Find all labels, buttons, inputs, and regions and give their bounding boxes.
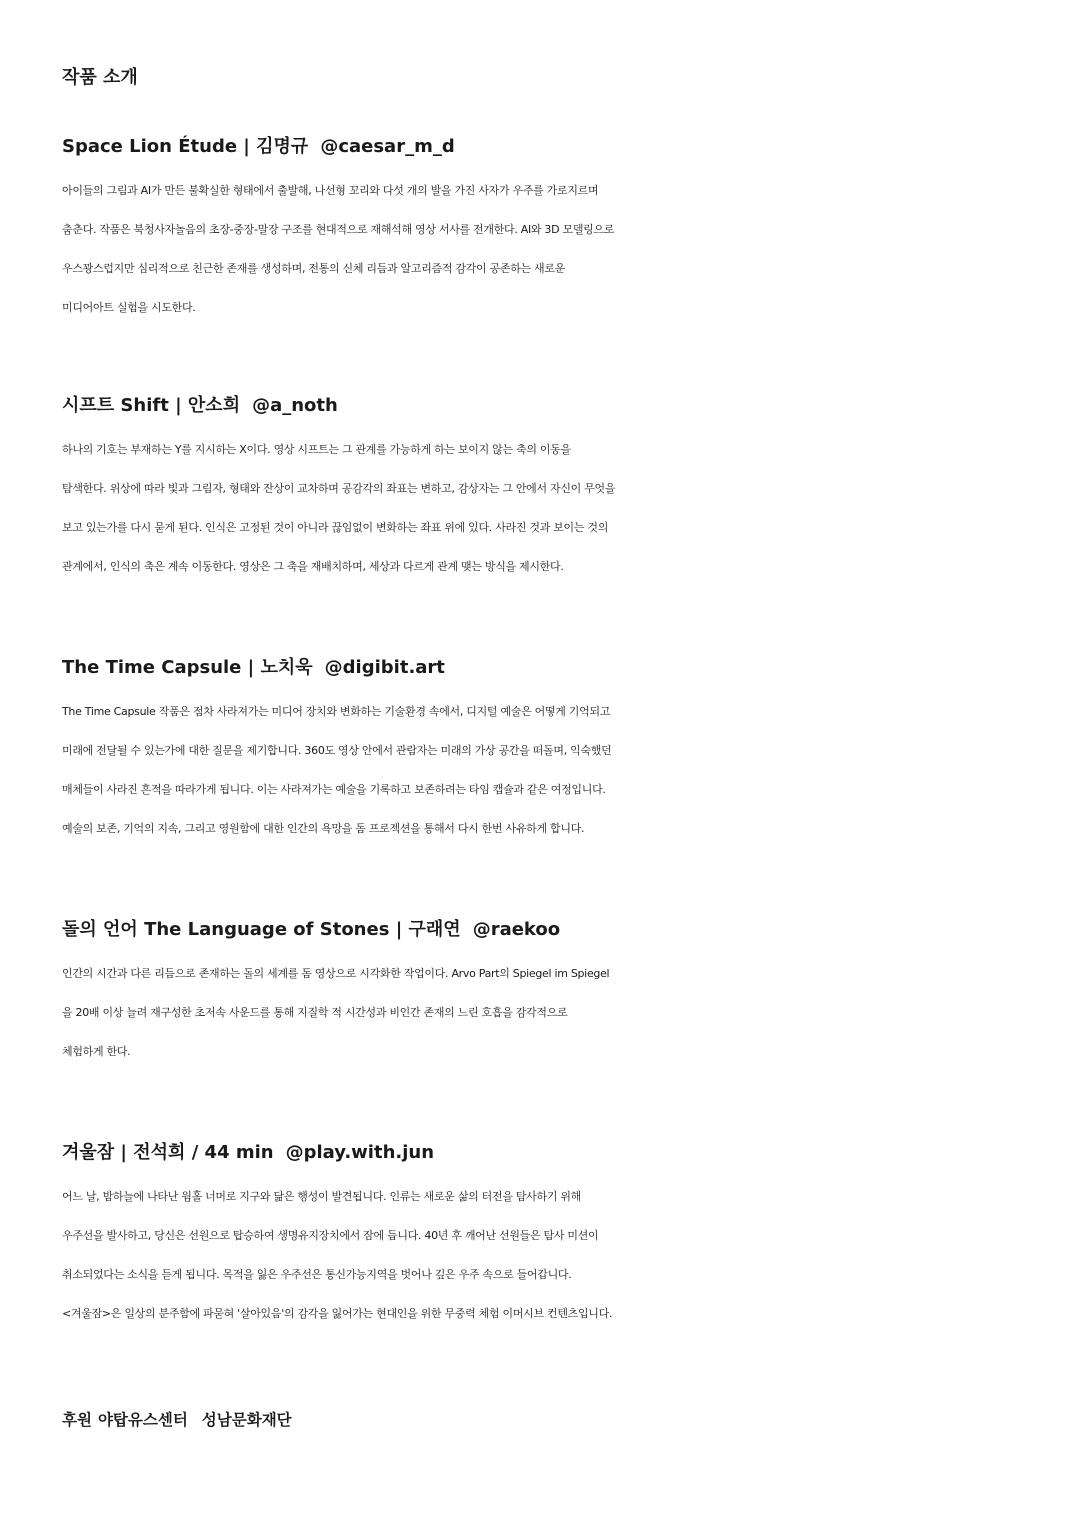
sponsor-label: 후원	[62, 1411, 92, 1429]
description-line: 취소되었다는 소식을 듣게 됩니다. 목적을 잃은 우주선은 통신가능지역을 벗어나 깊은 우주 속으로 들어갑니다.	[62, 1268, 572, 1281]
work-entry-time-capsule	[62, 654, 1022, 848]
work-description	[62, 1177, 1022, 1333]
work-description	[62, 171, 1022, 327]
work-heading	[62, 654, 1022, 682]
description-line: 우스꽝스럽지만 심리적으로 친근한 존재를 생성하며, 전통의 신체 리듬과 알고리즘적 감각이 공존하는 새로운	[62, 262, 566, 275]
description-line: 아이들의 그림과 AI가 만든 불확실한 형태에서 출발해, 나선형 꼬리와 다섯 개의 발을 가진 사자가 우주를 가로지르며	[62, 184, 599, 197]
work-title: 겨울잠 | 전석희 / 44 min	[62, 1142, 274, 1163]
work-entry-shift	[62, 392, 1022, 586]
section-title: 작품 소개	[62, 67, 138, 88]
work-heading	[62, 133, 1022, 161]
description-line: 을 20배 이상 늘려 재구성한 초저속 사운드를 통해 지질학 적 시간성과 비인간 존재의 느린 호흡을 감각적으로	[62, 1006, 568, 1019]
description-line: 춤춘다. 작품은 북청사자놀음의 초장-중장-말장 구조를 현대적으로 재해석해 영상 서사를 전개한다. AI와 3D 모델링으로	[62, 223, 615, 236]
work-title: Space Lion Étude | 김명규	[62, 136, 309, 157]
description-line: 매체들이 사라진 흔적을 따라가게 됩니다. 이는 사라져가는 예술을 기록하고 보존하려는 타임 캡슐과 같은 여정입니다.	[62, 783, 606, 796]
artist-handle: @a_noth	[252, 395, 338, 416]
work-entry-winter-sleep	[62, 1139, 1022, 1333]
description-line: 체험하게 한다.	[62, 1045, 131, 1058]
work-title: 시프트 Shift | 안소희	[62, 395, 241, 416]
work-title: The Time Capsule | 노치욱	[62, 657, 313, 678]
artist-handle: @caesar_m_d	[320, 136, 455, 157]
work-description	[62, 692, 1022, 848]
work-description	[62, 430, 1022, 586]
description-line: 하나의 기호는 부재하는 Y를 지시하는 X이다. 영상 시프트는 그 관계를 가능하게 하는 보이지 않는 축의 이동을	[62, 443, 571, 456]
work-heading	[62, 1139, 1022, 1167]
work-description	[62, 954, 1022, 1071]
artist-handle: @digibit.art	[324, 657, 445, 678]
work-entry-language-of-stones	[62, 916, 1022, 1071]
description-line: <겨울잠>은 일상의 분주함에 파묻혀 '살아있음'의 감각을 잃어가는 현대인을 위한 무중력 체험 이머시브 컨텐츠입니다.	[62, 1307, 613, 1320]
description-line: 미디어아트 실험을 시도한다.	[62, 301, 196, 314]
work-heading	[62, 916, 1022, 944]
sponsor-org: 야탑유스센터	[97, 1411, 188, 1429]
description-line: 우주선을 발사하고, 당신은 선원으로 탑승하여 생명유지장치에서 잠에 듭니다. 40년 후 깨어난 선원들은 탐사 미션이	[62, 1229, 599, 1242]
description-line: 어느 날, 밤하늘에 나타난 웜홀 너머로 지구와 닮은 행성이 발견됩니다. 인류는 새로운 삶의 터전을 탐사하기 위해	[62, 1190, 582, 1203]
description-line: 탐색한다. 위상에 따라 빛과 그림자, 형태와 잔상이 교차하며 공감각의 좌표는 변하고, 감상자는 그 안에서 자신이 무엇을	[62, 482, 616, 495]
description-line: 예술의 보존, 기억의 지속, 그리고 영원함에 대한 인간의 욕망을 돔 프로젝션을 통해서 다시 한번 사유하게 합니다.	[62, 822, 585, 835]
work-entry-space-lion	[62, 133, 1022, 327]
sponsor-org: 성남문화재단	[201, 1411, 292, 1429]
artist-handle: @play.with.jun	[285, 1142, 435, 1163]
description-line: 인간의 시간과 다른 리듬으로 존재하는 돌의 세계를 돔 영상으로 시각화한 작업이다. Arvo Part의 Spiegel im Spiegel	[62, 967, 610, 980]
description-line: 관계에서, 인식의 축은 계속 이동한다. 영상은 그 축을 재배치하며, 세상과 다르게 관계 맺는 방식을 제시한다.	[62, 560, 564, 573]
artist-handle: @raekoo	[472, 919, 561, 940]
work-title: 돌의 언어 The Language of Stones | 구래연	[62, 919, 461, 940]
work-heading	[62, 392, 1022, 420]
sponsor-credits	[62, 1408, 298, 1430]
description-line: 미래에 전달될 수 있는가에 대한 질문을 제기합니다. 360도 영상 안에서 관람자는 미래의 가상 공간을 떠돌며, 익숙했던	[62, 744, 612, 757]
description-line: 보고 있는가를 다시 묻게 된다. 인식은 고정된 것이 아니라 끊임없이 변화하는 좌표 위에 있다. 사라진 것과 보이는 것의	[62, 521, 609, 534]
description-line: The Time Capsule 작품은 점차 사라져가는 미디어 장치와 변화하는 기술환경 속에서, 디지털 예술은 어떻게 기억되고	[62, 705, 611, 718]
